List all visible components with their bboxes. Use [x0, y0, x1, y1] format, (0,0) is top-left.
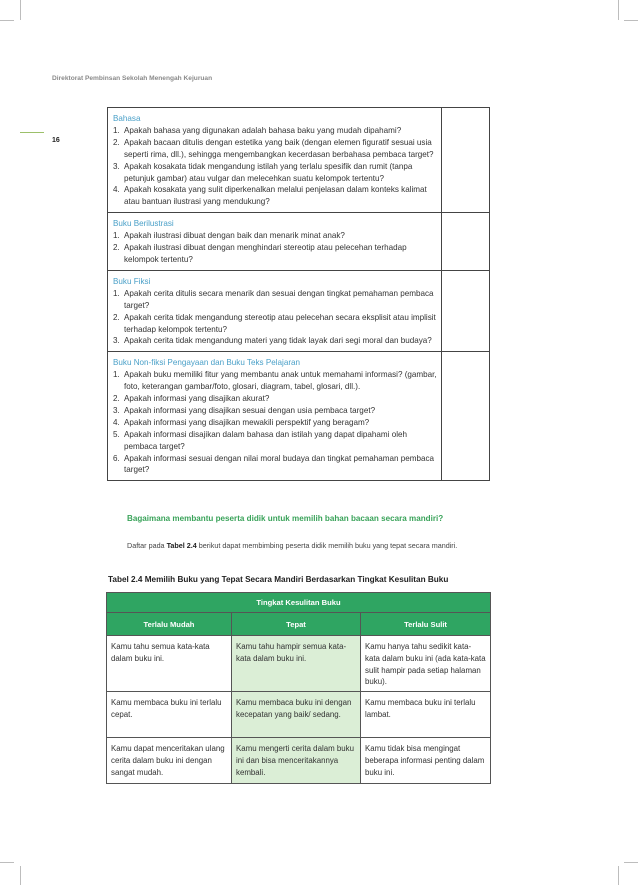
question-number: 1.: [113, 370, 120, 380]
section-question: Bagaimana membantu peserta didik untuk memilih bahan bacaan secara mandiri?: [127, 514, 444, 523]
question-number: 6.: [113, 453, 120, 463]
table-cell: Kamu mengerti cerita dalam buku ini dan bisa menceritakannya kembali.: [232, 738, 361, 784]
column-header: Terlalu Mudah: [107, 613, 232, 636]
table-cell: Kamu hanya tahu sedikit kata-kata dalam buku ini (ada kata-kata sulit hampir pada setiap halaman buku).: [361, 636, 491, 692]
table-cell: Kamu dapat menceritakan ulang cerita dalam buku ini dengan sangat mudah.: [107, 738, 232, 784]
crop-mark: [618, 0, 619, 20]
running-header: Direktorat Pembinsan Sekolah Menengah Kejuruan: [52, 75, 213, 82]
question-text: Apakah informasi yang disajikan sesuai dengan usia pembaca target?: [124, 405, 376, 415]
checklist-answer-cell: [441, 108, 489, 212]
question-number: 1.: [113, 231, 120, 241]
question-number: 4.: [113, 417, 120, 427]
intro-text-before: Daftar pada: [127, 541, 167, 550]
question-text: Apakah informasi yang disajikan mewakili perspektif yang beragam?: [124, 417, 370, 427]
question-text: Apakah kosakata tidak mengandung istilah yang terlalu spesifik dan rumit (tanpa petunjuk gambar) atau vulgar dan melecehkan suatu kelompok tertentu?: [124, 161, 413, 183]
question-number: 5.: [113, 429, 120, 439]
intro-text-after: berikut dapat membimbing peserta didik memilih buku yang tepat secara mandiri.: [196, 541, 458, 550]
question-text: Apakah bacaan ditulis dengan estetika yang baik (dengan elemen figuratif sesuai usia seperti rima, dll.), sehingga mengembangkan kecerdasan berbahasa pembaca target?: [124, 137, 434, 159]
question-number: 1.: [113, 125, 120, 135]
question-number: 3.: [113, 161, 120, 171]
question-number: 2.: [113, 243, 120, 253]
table-cell: Kamu membaca buku ini dengan kecepatan yang baik/ sedang.: [232, 692, 361, 738]
column-header: Tepat: [232, 613, 361, 636]
question-text: Apakah informasi sesuai dengan nilai moral budaya dan tingkat pemahaman pembaca target?: [124, 453, 435, 475]
question-text: Apakah ilustrasi dibuat dengan baik dan menarik minat anak?: [124, 231, 345, 241]
intro-paragraph: [127, 540, 487, 553]
checklist-section-content: [108, 352, 441, 480]
difficulty-header: Tingkat Kesulitan Buku: [107, 593, 491, 613]
checklist-section: [108, 351, 489, 480]
question-number: 3.: [113, 336, 120, 346]
question-number: 2.: [113, 137, 120, 147]
question-text: Apakah bahasa yang digunakan adalah bahasa baku yang mudah dipahami?: [124, 125, 402, 135]
question-text: Apakah cerita ditulis secara menarik dan sesuai dengan tingkat pemahaman pembaca target?: [124, 288, 434, 310]
question-number: 2.: [113, 312, 120, 322]
crop-mark: [624, 20, 638, 21]
column-header: Terlalu Sulit: [361, 613, 491, 636]
question-text: Apakah informasi yang disajikan akurat?: [124, 394, 270, 404]
table-cell: Kamu membaca buku ini terlalu lambat.: [361, 692, 491, 738]
checklist-question: [113, 369, 437, 393]
question-text: Apakah buku memiliki fitur yang membantu anak untuk memahami informasi? (gambar, foto, keterangan gambar/foto, glosari, diagram, tabel, glosari, dll.).: [124, 370, 437, 392]
question-text: Apakah informasi disajikan dalam bahasa dan istilah yang dapat dipahami oleh pembaca target?: [124, 429, 408, 451]
question-text: Apakah cerita tidak mengandung stereotip atau pelecehan secara eksplisit atau implisit terhadap kelompok tertentu?: [124, 312, 436, 334]
checklist-question: [113, 230, 437, 242]
table-cell: Kamu tahu semua kata-kata dalam buku ini.: [107, 636, 232, 692]
checklist-question: [113, 417, 437, 429]
difficulty-table: [106, 592, 491, 784]
crop-mark: [20, 866, 21, 885]
checklist-section: [108, 270, 489, 351]
question-number: 1.: [113, 288, 120, 298]
difficulty-column-row: [107, 613, 491, 636]
page-number: 16: [52, 137, 60, 144]
question-number: 4.: [113, 185, 120, 195]
crop-mark: [0, 862, 14, 863]
checklist-table: [107, 107, 490, 481]
checklist-question: [113, 393, 437, 405]
difficulty-header-row: [107, 593, 491, 613]
checklist-section: [108, 108, 489, 212]
page-number-rule: [20, 132, 44, 133]
checklist-question: [113, 453, 437, 477]
table-cell: Kamu tidak bisa mengingat beberapa informasi penting dalam buku ini.: [361, 738, 491, 784]
checklist-question: [113, 161, 437, 185]
table-row: [107, 738, 491, 784]
checklist-section-title: Bahasa: [113, 114, 141, 123]
table-row: [107, 692, 491, 738]
checklist-answer-cell: [441, 352, 489, 480]
checklist-question: [113, 288, 437, 312]
crop-mark: [20, 0, 21, 20]
table-caption: Tabel 2.4 Memilih Buku yang Tepat Secara Mandiri Berdasarkan Tingkat Kesulitan Buku: [108, 575, 449, 584]
checklist-question: [113, 242, 437, 266]
checklist-section-title: Buku Berilustrasi: [113, 219, 174, 229]
crop-mark: [618, 866, 619, 885]
checklist-question: [113, 184, 437, 208]
checklist-question: [113, 335, 437, 347]
question-text: Apakah ilustrasi dibuat dengan menghindari stereotip atau pelecehan terhadap kelompok tertentu?: [124, 243, 407, 264]
checklist-section-title: Buku Non-fiksi Pengayaan dan Buku Teks Pelajaran: [113, 358, 301, 368]
question-text: Apakah cerita tidak mengandung materi yang tidak layak dari segi moral dan budaya?: [124, 336, 432, 346]
crop-mark: [624, 862, 638, 863]
checklist-answer-cell: [441, 213, 489, 270]
checklist-answer-cell: [441, 271, 489, 351]
table-cell: Kamu tahu hampir semua kata-kata dalam buku ini.: [232, 636, 361, 692]
checklist-section-title: Buku Fiksi: [113, 276, 151, 286]
question-text: Apakah kosakata yang sulit diperkenalkan melalui penjelasan dalam konteks kalimat atau bantuan ilustrasi yang mendukung?: [124, 185, 427, 207]
checklist-section-content: [108, 271, 441, 351]
question-number: 3.: [113, 405, 120, 415]
checklist-section-content: [108, 108, 441, 212]
table-row: [107, 636, 491, 692]
checklist-question: [113, 125, 437, 137]
checklist-question: [113, 312, 437, 336]
checklist-section-content: [108, 213, 441, 270]
table-cell: Kamu membaca buku ini terlalu cepat.: [107, 692, 232, 738]
checklist-question: [113, 137, 437, 161]
checklist-question: [113, 405, 437, 417]
checklist-question: [113, 429, 437, 453]
crop-mark: [0, 20, 14, 21]
checklist-section: [108, 212, 489, 270]
question-number: 2.: [113, 394, 120, 404]
intro-table-ref: Tabel 2.4: [166, 541, 197, 550]
